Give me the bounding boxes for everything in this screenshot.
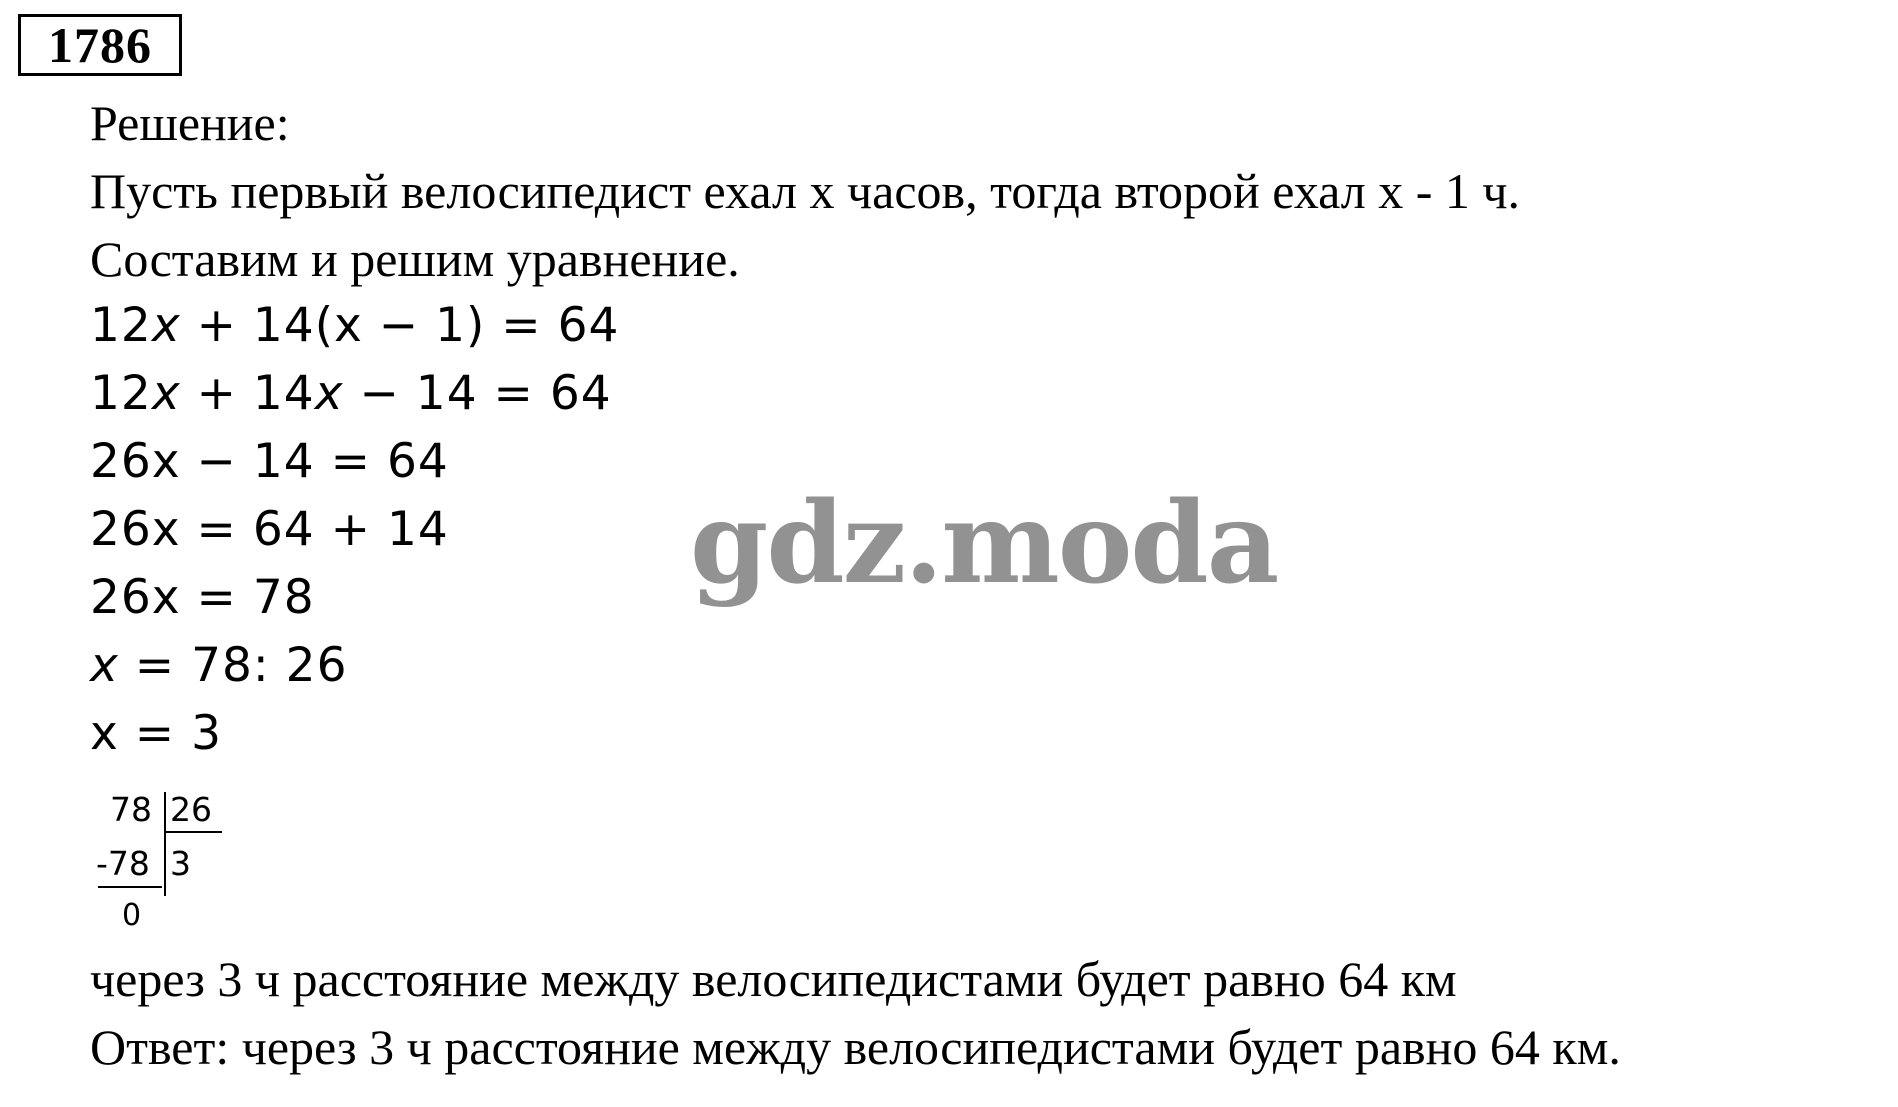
division-dividend: 78 — [110, 790, 152, 829]
solution-heading: Решение: — [90, 95, 290, 151]
watermark-logo: gdz.moda — [690, 478, 1278, 609]
eq2-var1: x — [151, 366, 181, 421]
eq1-var: x — [151, 298, 181, 353]
division-horizontal-line — [166, 831, 222, 833]
equation-7: x = 3 — [90, 706, 222, 761]
equation-6 — [90, 638, 347, 693]
problem-number: 1786 — [18, 14, 182, 76]
division-quotient: 3 — [170, 844, 191, 883]
division-subtrahend: -78 — [96, 844, 150, 883]
division-vertical-line — [164, 792, 166, 896]
equation-4: 26x = 64 + 14 — [90, 502, 449, 557]
eq2-var2: x — [314, 366, 344, 421]
eq1-coef: 12 — [90, 298, 152, 353]
text-line-compose: Составим и решим уравнение. — [90, 231, 740, 287]
division-remainder: 0 — [122, 898, 142, 933]
equation-3: 26x − 14 = 64 — [90, 434, 449, 489]
division-divisor: 26 — [170, 790, 212, 829]
conclusion-line: через 3 ч расстояние между велосипедистами будет равно 64 км — [90, 951, 1457, 1007]
eq2-mid: + 14 — [180, 366, 315, 421]
eq2-rest: − 14 = 64 — [343, 366, 612, 421]
eq6-rest: = 78: 26 — [118, 638, 348, 693]
eq1-rest: + 14(x − 1) = 64 — [180, 298, 620, 353]
division-underline — [98, 886, 162, 888]
equation-1 — [90, 298, 619, 353]
long-division — [96, 790, 246, 940]
equation-5: 26x = 78 — [90, 570, 315, 625]
equation-2 — [90, 366, 612, 421]
answer-line: Ответ: через 3 ч расстояние между велосипедистами будет равно 64 км. — [90, 1019, 1621, 1075]
text-line-setup: Пусть первый велосипедист ехал x часов, тогда второй ехал x - 1 ч. — [90, 163, 1521, 219]
eq6-var: x — [90, 638, 119, 693]
eq2-coef: 12 — [90, 366, 152, 421]
